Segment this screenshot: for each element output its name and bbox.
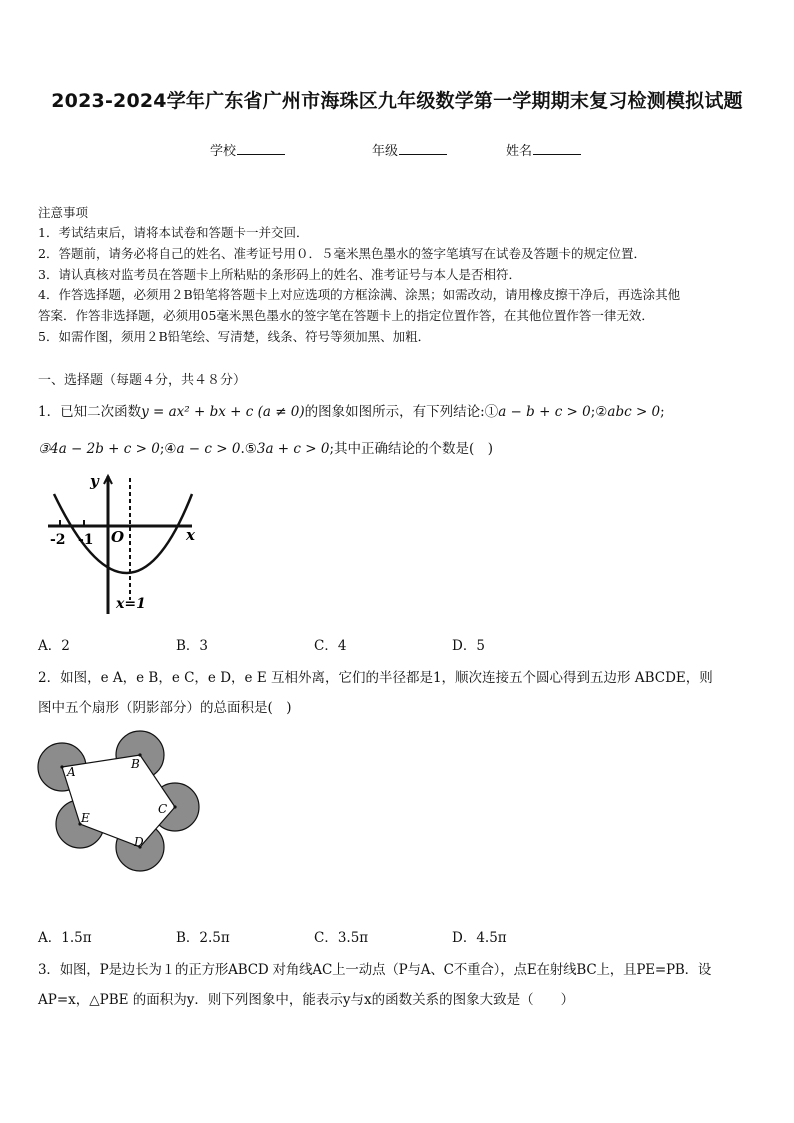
q1-conclusion-4: a − c > 0 [176,441,241,457]
field-school [210,140,285,159]
note-item: 答案．作答非选择题，必须用05毫米黑色墨水的签字笔在答题卡上的指定位置作答，在其他位置作答一律无效． [38,308,654,324]
notes-heading: 注意事项 [38,205,89,220]
q1-conclusion-5: 3a + c > 0 [256,441,330,457]
note-item: 2．答题前，请务必将自己的姓名、准考证号用０．５毫米黑色墨水的签字笔填写在试卷及答题卡的规定位置． [38,245,646,261]
q2-option-a[interactable]: A．1.5π [38,930,92,946]
label-d: D [134,835,144,849]
note-item: 3．请认真核对监考员在答题卡上所粘贴的条形码上的姓名、准考证号与本人是否相符． [38,266,521,282]
q3-line2: AP=x，△PBE 的面积为y．则下列图象中，能表示y与x的函数关系的图象大致是（ ） [38,992,575,1008]
note-item: 4．作答选择题，必须用２B铅笔将答题卡上对应选项的方框涂满、涂黑；如需改动，请用橡皮擦干净后，再选涂其他 [38,287,681,303]
q1-conclusion-2: abc > 0 [607,404,661,420]
q1-sep-5: .⑤ [240,441,257,457]
note-item: 1．考试结束后，请将本试卷和答题卡一并交回． [38,225,309,240]
field-name [506,140,581,159]
exam-title: 2023-2024学年广东省广州市海珠区九年级数学第一学期期末复习检测模拟试题 [51,90,743,112]
q1-formula: y = ax² + bx + c (a ≠ 0) [141,404,305,420]
q1-option-a[interactable]: A．2 [38,638,70,654]
q1-sep-2: ;② [590,404,608,420]
label-c: C [158,802,168,816]
field-school-blank[interactable] [237,142,285,155]
tick-label-minus-1: -1 [78,532,94,548]
q1-suffix: 的图象如图所示，有下列结论:① [304,404,499,420]
field-name-label: 姓名 [506,144,533,159]
notes-list [38,223,758,348]
label-a: A [67,765,76,779]
field-grade [372,140,447,159]
q2-line1: 2．如图，e A，e B，e C，e D，e E 互相外离，它们的半径都是1，顺次连接五个圆心得到五边形 ABCDE，则 [38,670,713,686]
q2-option-c[interactable]: C．3.5π [314,930,369,946]
label-b: B [131,757,140,771]
q2-option-d[interactable]: D．4.5π [452,930,507,946]
q1-option-d[interactable]: D．5 [452,638,485,654]
tick-label-minus-2: -2 [50,532,66,548]
q2-pentagon-figure [30,722,220,884]
symmetry-label: x=1 [116,596,146,612]
q1-ask: ;其中正确结论的个数是( ) [329,441,494,457]
field-name-blank[interactable] [533,142,581,155]
field-grade-blank[interactable] [399,142,447,155]
q1-sep-4: ;④ [159,441,177,457]
field-school-label: 学校 [210,144,237,159]
q1-prefix: 1．已知二次函数 [38,404,142,420]
field-grade-label: 年级 [372,144,399,159]
origin-label: O [111,528,125,546]
q1-option-b[interactable]: B．3 [176,638,209,654]
q2-line2: 图中五个扇形（阴影部分）的总面积是( ) [38,700,292,716]
x-axis-label: x [186,526,195,544]
q1-option-c[interactable]: C．4 [314,638,347,654]
q1-end-1: ; [660,404,665,420]
section-heading: 一、选择题（每题４分，共４８分） [38,373,247,388]
q1-line2 [38,437,493,457]
q1-parabola-graph [40,466,210,618]
y-axis-label: y [90,472,99,490]
q1-conclusion-3: ③4a − 2b + c > 0 [38,441,160,457]
note-item: 5．如需作图，须用２B铅笔绘、写清楚，线条、符号等须加黑、加粗． [38,328,431,344]
q1-conclusion-1: a − b + c > 0 [498,404,591,420]
q1-line1 [38,400,665,420]
label-e: E [81,811,90,825]
q3-line1: 3．如图，P是边长为１的正方形ABCD 对角线AC上一动点（P与A、C不重合），点E在射线BC上，且PE=PB．设 [38,962,712,978]
q2-option-b[interactable]: B．2.5π [176,930,230,946]
